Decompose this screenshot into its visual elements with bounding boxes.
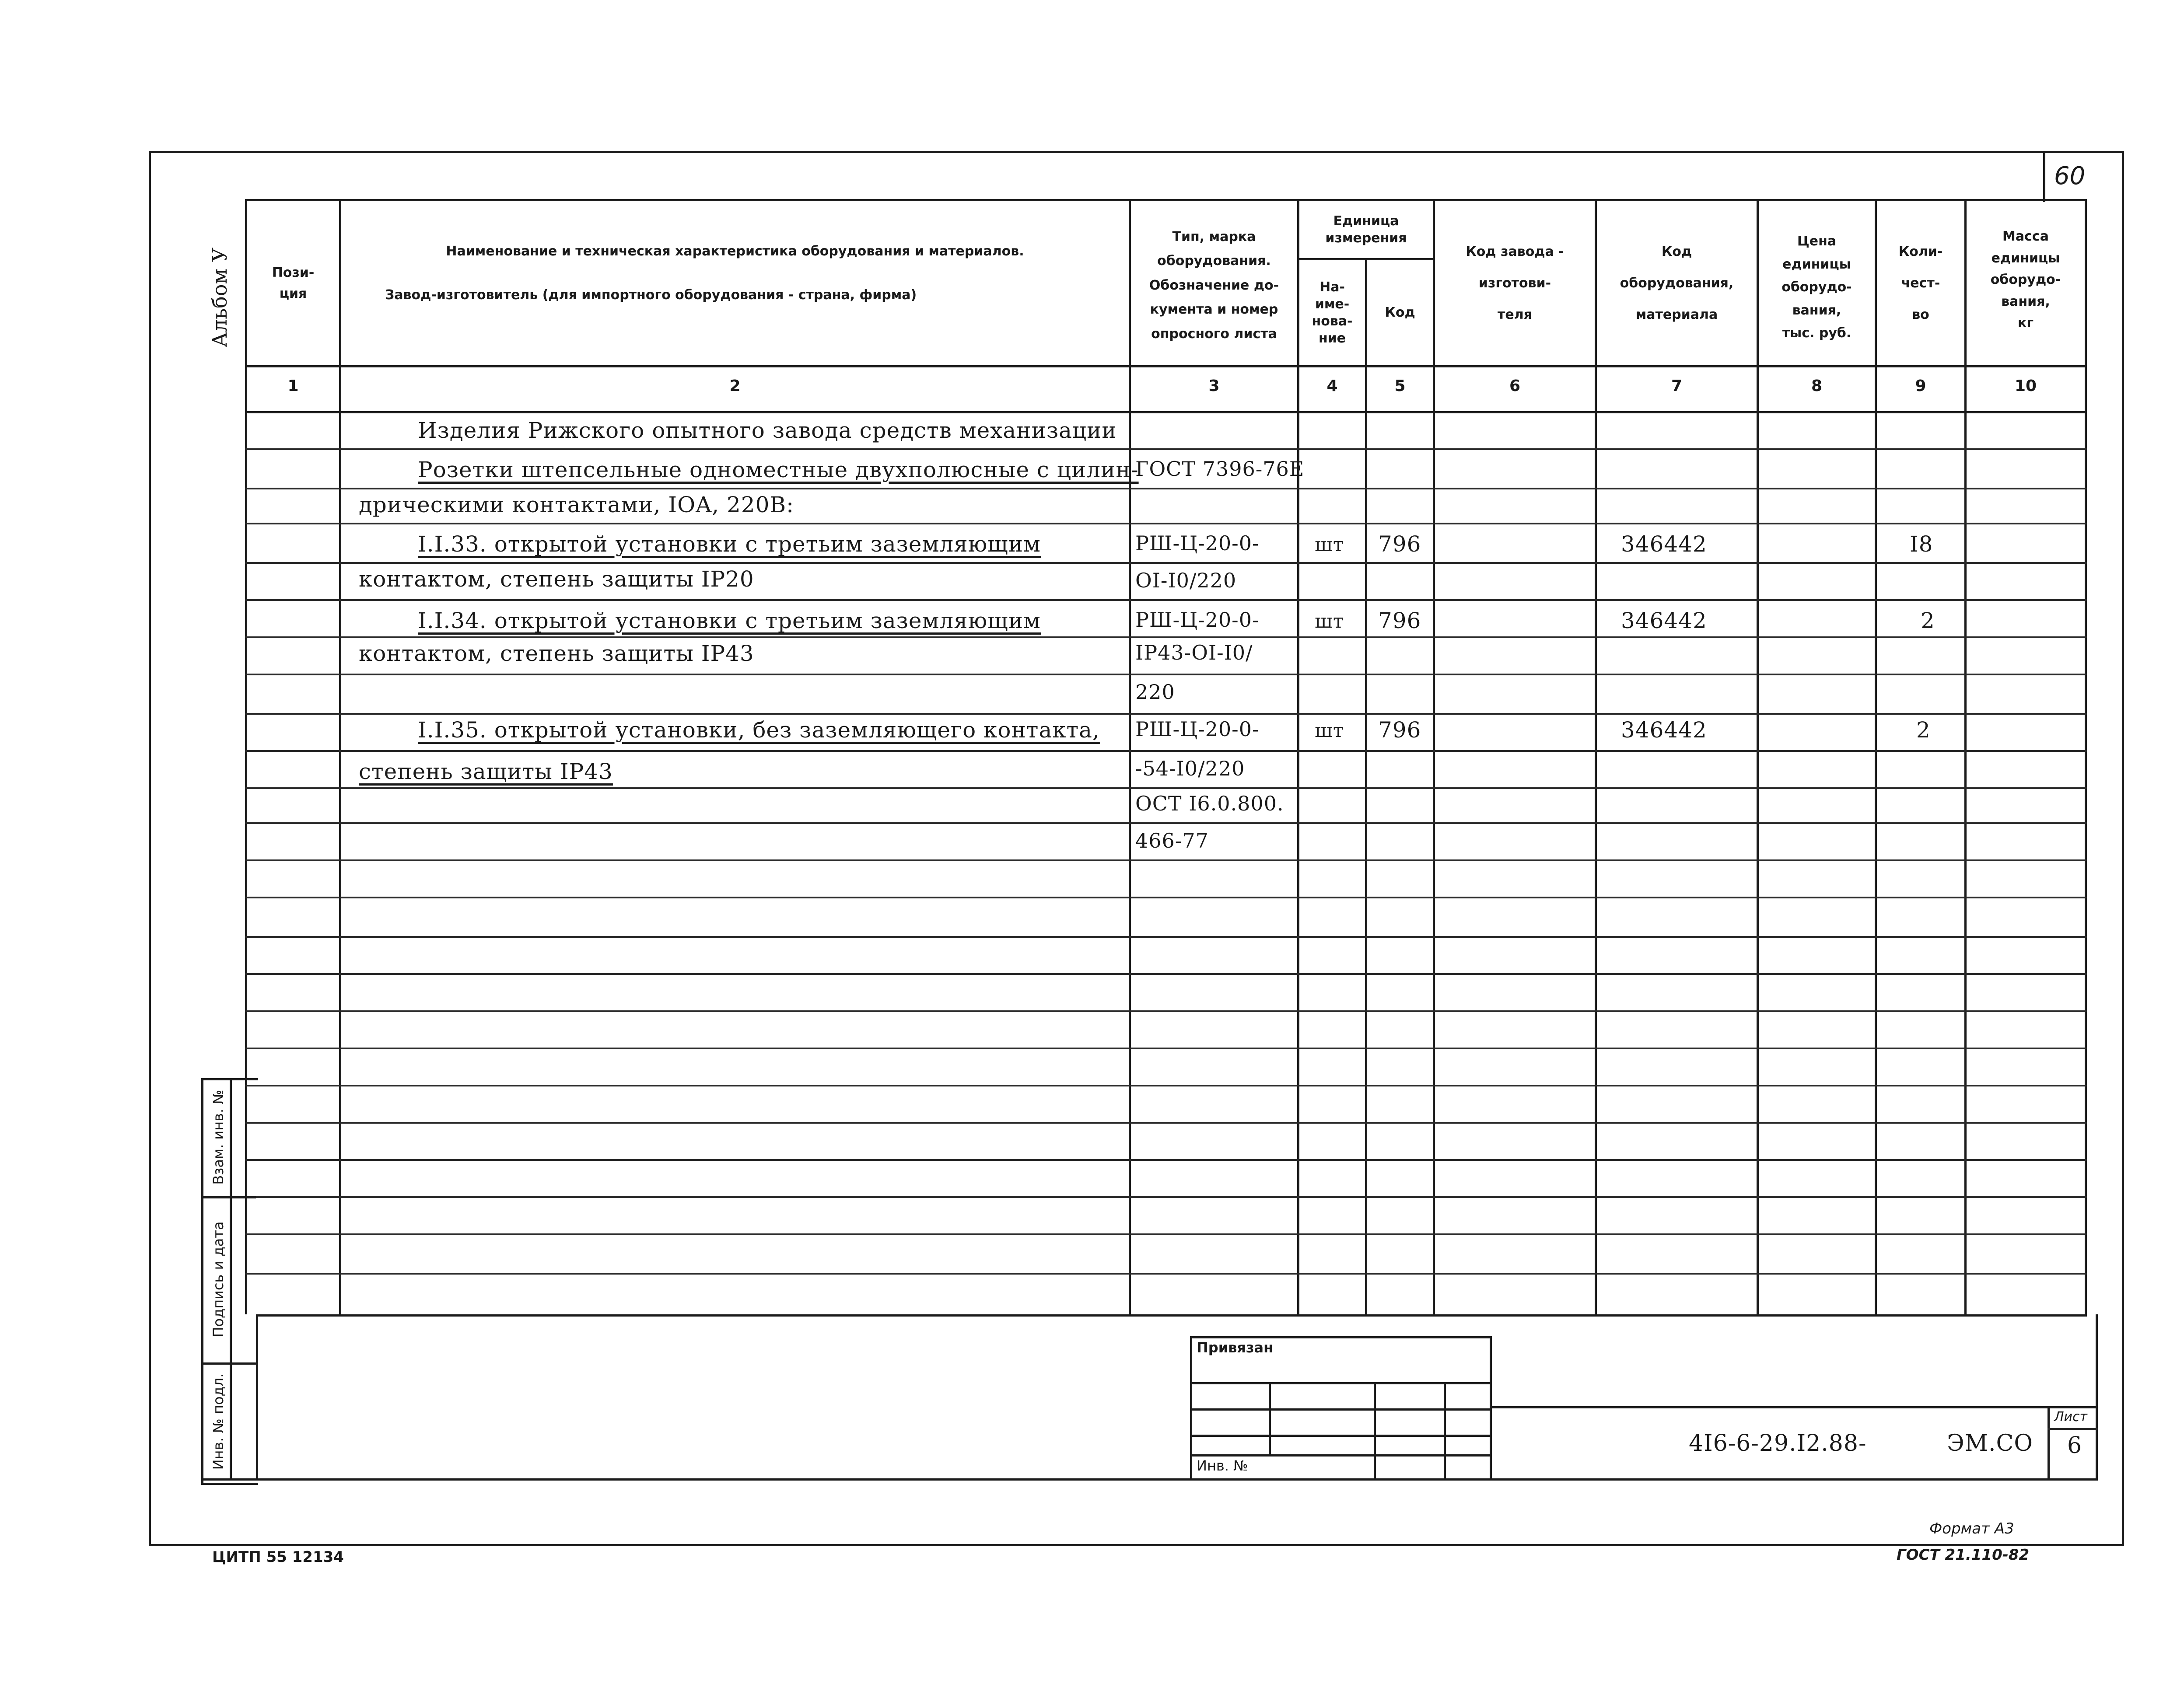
privyazan-line-3 [1190,1435,1492,1437]
col-number-2: 2 [729,377,741,395]
header-col-2-line1: Наименование и техническая характеристика оборудования и материалов. [446,244,1024,259]
row-10-name: степень защиты IP43 [359,759,613,784]
corner-number-box [2043,153,2097,202]
header-col-3: Тип, марка оборудования. Обозначение до- кумента и номер опросного листа [1149,229,1279,342]
title-block-left [256,1314,258,1481]
row-6-type: РШ-Ц-20-0- [1135,608,1260,632]
row-line [245,674,2087,675]
side-label-podpis-data: Подпись и дата [210,1221,227,1338]
row-4-qty: I8 [1910,531,1933,557]
row-4-type: РШ-Ц-20-0- [1135,531,1260,555]
row-6-equip-code: 346442 [1621,608,1707,633]
row-line [245,1273,2087,1275]
row-9-equip-code: 346442 [1621,717,1707,743]
header-col-4: На- име- нова- ние [1312,279,1353,346]
header-col-5: Код [1385,305,1415,320]
header-bottom-line [245,365,2087,367]
row-6-unit: шт [1315,610,1344,632]
row-line [245,897,2087,898]
list-label: Лист [2054,1409,2088,1425]
header-col-10: Масса единицы оборудо- вания, кг [1990,229,2061,331]
side-label-vzam-inv: Взам. инв. № [210,1090,227,1185]
row-line [245,488,2087,489]
row-line [245,859,2087,861]
privyazan-label: Привязан [1197,1339,1274,1356]
doc-suffix: ЭМ.СО [1947,1430,2033,1457]
col-number-3: 3 [1208,377,1220,395]
row-line [245,1196,2087,1198]
col-number-1: 1 [287,377,299,395]
row-line [245,599,2087,601]
numbers-bottom-line [245,411,2087,413]
doc-code: 4I6-6-29.I2.88- [1689,1430,1867,1457]
row-9-name: I.I.35. открытой установки, без заземляющего контакта, [418,717,1100,743]
row-2-type: ГОСТ 7396-76Е [1135,457,1305,481]
col-sep-5 [1433,199,1435,1317]
row-line [245,713,2087,715]
row-4-code: 796 [1378,531,1421,557]
doc-code-top [1492,1406,2098,1408]
row-7-type: IP43-OI-I0/ [1135,641,1253,664]
col-sep-9 [1964,199,1967,1317]
col-sep-3 [1297,199,1299,1317]
col-number-4: 4 [1326,377,1338,395]
privyazan-vsep-2 [1374,1382,1376,1478]
row-10-type: -54-I0/220 [1135,757,1245,780]
privyazan-line-4 [1190,1454,1492,1457]
title-block-bottom [201,1478,2098,1481]
table-body-bottom [258,1314,2087,1317]
row-6-qty: 2 [1921,608,1935,633]
col-number-6: 6 [1509,377,1521,395]
list-box-left [2048,1406,2050,1481]
row-1-name: Изделия Рижского опытного завода средств механизации [418,418,1117,443]
col-number-7: 7 [1671,377,1683,395]
row-line [245,1233,2087,1235]
row-line [245,448,2087,450]
col-sep-2 [1129,199,1131,1317]
footer-left: ЦИТП 55 12134 [212,1548,344,1566]
table-top-border [245,199,2087,201]
header-col-8: Цена единицы оборудо- вания, тыс. руб. [1782,234,1852,341]
col-number-5: 5 [1394,377,1406,395]
col-sep-8 [1875,199,1877,1317]
header-col-1: Пози- ция [272,265,315,301]
privyazan-vsep-3 [1444,1382,1446,1478]
list-box-sep [2048,1428,2098,1430]
row-2-name: Розетки штепсельные одноместные двухполюсные с цилин- [418,457,1139,482]
col-sep-7 [1757,199,1759,1317]
row-line [245,1122,2087,1124]
row-6-name: I.I.34. открытой установки с третьим заземляющим [418,608,1041,633]
row-3-name: дрическими контактами, IOA, 220В: [359,492,794,517]
list-number: 6 [2067,1432,2082,1459]
header-unit-group: Единица измерения [1325,213,1407,246]
privyazan-line-1 [1190,1382,1492,1384]
privyazan-line-2 [1190,1408,1492,1411]
row-11-type: ОСТ I6.0.800. [1135,792,1284,815]
row-line [245,973,2087,975]
row-line [245,562,2087,564]
col-number-10: 10 [2014,377,2037,395]
header-col-7: Код оборудования, материала [1620,244,1734,322]
row-line [245,787,2087,789]
row-4-unit: шт [1315,534,1344,556]
header-col-6: Код завода - изготови- теля [1466,244,1564,322]
privyazan-vsep-1 [1269,1382,1271,1457]
title-block-right [2096,1314,2098,1481]
footer-gost: ГОСТ 21.110-82 [1897,1546,2030,1564]
row-line [245,1085,2087,1086]
row-line [245,750,2087,752]
side-label-inv-podl: Инв. № подл. [210,1373,227,1470]
row-line [245,822,2087,824]
inv-no-label: Инв. № [1197,1457,1248,1474]
row-line [245,1159,2087,1161]
col-number-8: 8 [1811,377,1823,395]
row-line [245,1048,2087,1049]
col-sep-1 [339,199,341,1317]
row-5-type: OI-I0/220 [1135,569,1237,592]
album-label: Альбом У [208,247,231,348]
row-9-unit: шт [1315,720,1344,742]
row-12-type: 466-77 [1135,829,1209,852]
row-6-code: 796 [1378,608,1421,633]
row-9-qty: 2 [1916,717,1931,743]
row-line [245,1010,2087,1012]
row-5-name: контактом, степень защиты IP20 [359,566,754,592]
row-line [245,936,2087,938]
header-col-2-line2: Завод-изготовитель (для импортного оборудования - страна, фирма) [385,287,917,303]
row-line [245,636,2087,638]
row-9-type: РШ-Ц-20-0- [1135,717,1260,741]
row-4-name: I.I.33. открытой установки с третьим заземляющим [418,531,1041,557]
header-col-9: Коли- чест- во [1898,244,1943,322]
row-4-equip-code: 346442 [1621,531,1707,557]
corner-number: 60 [2054,162,2086,190]
row-8-type: 220 [1135,680,1175,704]
footer-format: Формат А3 [1929,1520,2014,1537]
row-line [245,523,2087,524]
row-7-name: контактом, степень защиты IP43 [359,641,754,666]
row-9-code: 796 [1378,717,1421,743]
col-sep-6 [1595,199,1597,1317]
col-number-9: 9 [1915,377,1926,395]
